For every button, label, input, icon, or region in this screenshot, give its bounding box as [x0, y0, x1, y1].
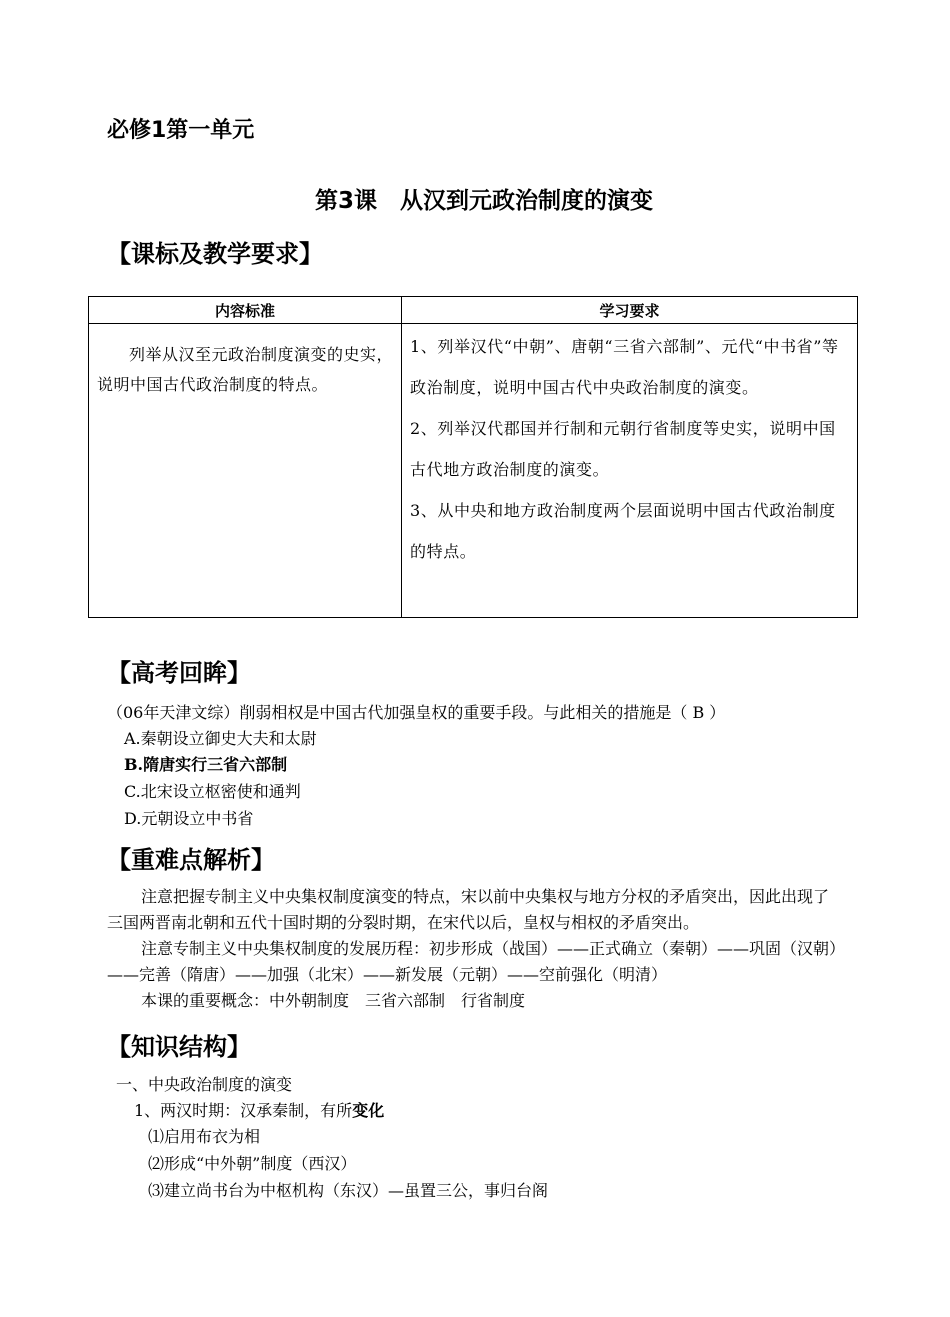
unit-title: 必修1第一单元: [107, 118, 255, 143]
section-heading-key-points: 【重难点解析】: [107, 846, 275, 874]
structure-heading-1: 一、中央政治制度的演变: [116, 1075, 293, 1094]
analysis-paragraph-3: 本课的重要概念：中外朝制度 三省六部制 行省制度: [141, 991, 526, 1010]
structure-subheading-1-emphasis: 变化: [352, 1101, 385, 1120]
section-heading-structure: 【知识结构】: [107, 1033, 251, 1061]
analysis-paragraph-2: 注意专制主义中央集权制度的发展历程：初步形成（战国）——正式确立（秦朝）——巩固（汉朝）——完善（隋唐）——加强（北宋）——新发展（元朝）——空前强化（明清）: [107, 939, 838, 984]
option-b: B.隋唐实行三省六部制: [124, 755, 288, 774]
section-heading-exam-review: 【高考回眸】: [107, 659, 251, 687]
exam-question: （06年天津文综）削弱相权是中国古代加强皇权的重要手段。与此相关的措施是（ B ）: [107, 703, 726, 722]
lesson-title: 第3课 从汉到元政治制度的演变: [314, 188, 653, 214]
analysis-paragraph-1: 注意把握专制主义中央集权制度演变的特点，宋以前中央集权与地方分权的矛盾突出，因此出现了三国两晋南北朝和五代十国时期的分裂时期，在宋代以后，皇权与相权的矛盾突出。: [107, 887, 830, 932]
table-header-requirements: 学习要求: [402, 297, 858, 324]
structure-subheading-1-text: 1、两汉时期：汉承秦制，有所: [134, 1101, 353, 1120]
requirements-cell: [402, 324, 858, 618]
requirement-item-1: 1、列举汉代“中朝”、唐朝“三省六部制”、元代“中书省”等政治制度，说明中国古代中央政治制度的演变。: [410, 337, 839, 397]
content-standard-text: 列举从汉至元政治制度演变的史实，说明中国古代政治制度的特点。: [97, 345, 394, 394]
option-a: A.秦朝设立御史大夫和太尉: [124, 729, 317, 748]
table-header-content: 内容标准: [89, 297, 402, 324]
structure-subheading-1: [134, 1098, 384, 1121]
option-d: D.元朝设立中书省: [124, 809, 254, 828]
structure-item-2: ⑵形成“中外朝”制度（西汉）: [148, 1154, 357, 1173]
analysis-block: [107, 884, 842, 1014]
structure-item-3: ⑶建立尚书台为中枢机构（东汉）—虽置三公，事归台阁: [148, 1181, 549, 1200]
standards-table: [88, 296, 858, 618]
content-standard-cell: [89, 324, 402, 618]
option-c: C.北宋设立枢密使和通判: [124, 782, 301, 801]
section-heading-standards: 【课标及教学要求】: [107, 240, 323, 268]
requirement-item-3: 3、从中央和地方政治制度两个层面说明中国古代政治制度的特点。: [410, 501, 836, 561]
structure-item-1: ⑴启用布衣为相: [148, 1127, 261, 1146]
requirement-item-2: 2、列举汉代郡国并行制和元朝行省制度等史实，说明中国古代地方政治制度的演变。: [410, 419, 836, 479]
